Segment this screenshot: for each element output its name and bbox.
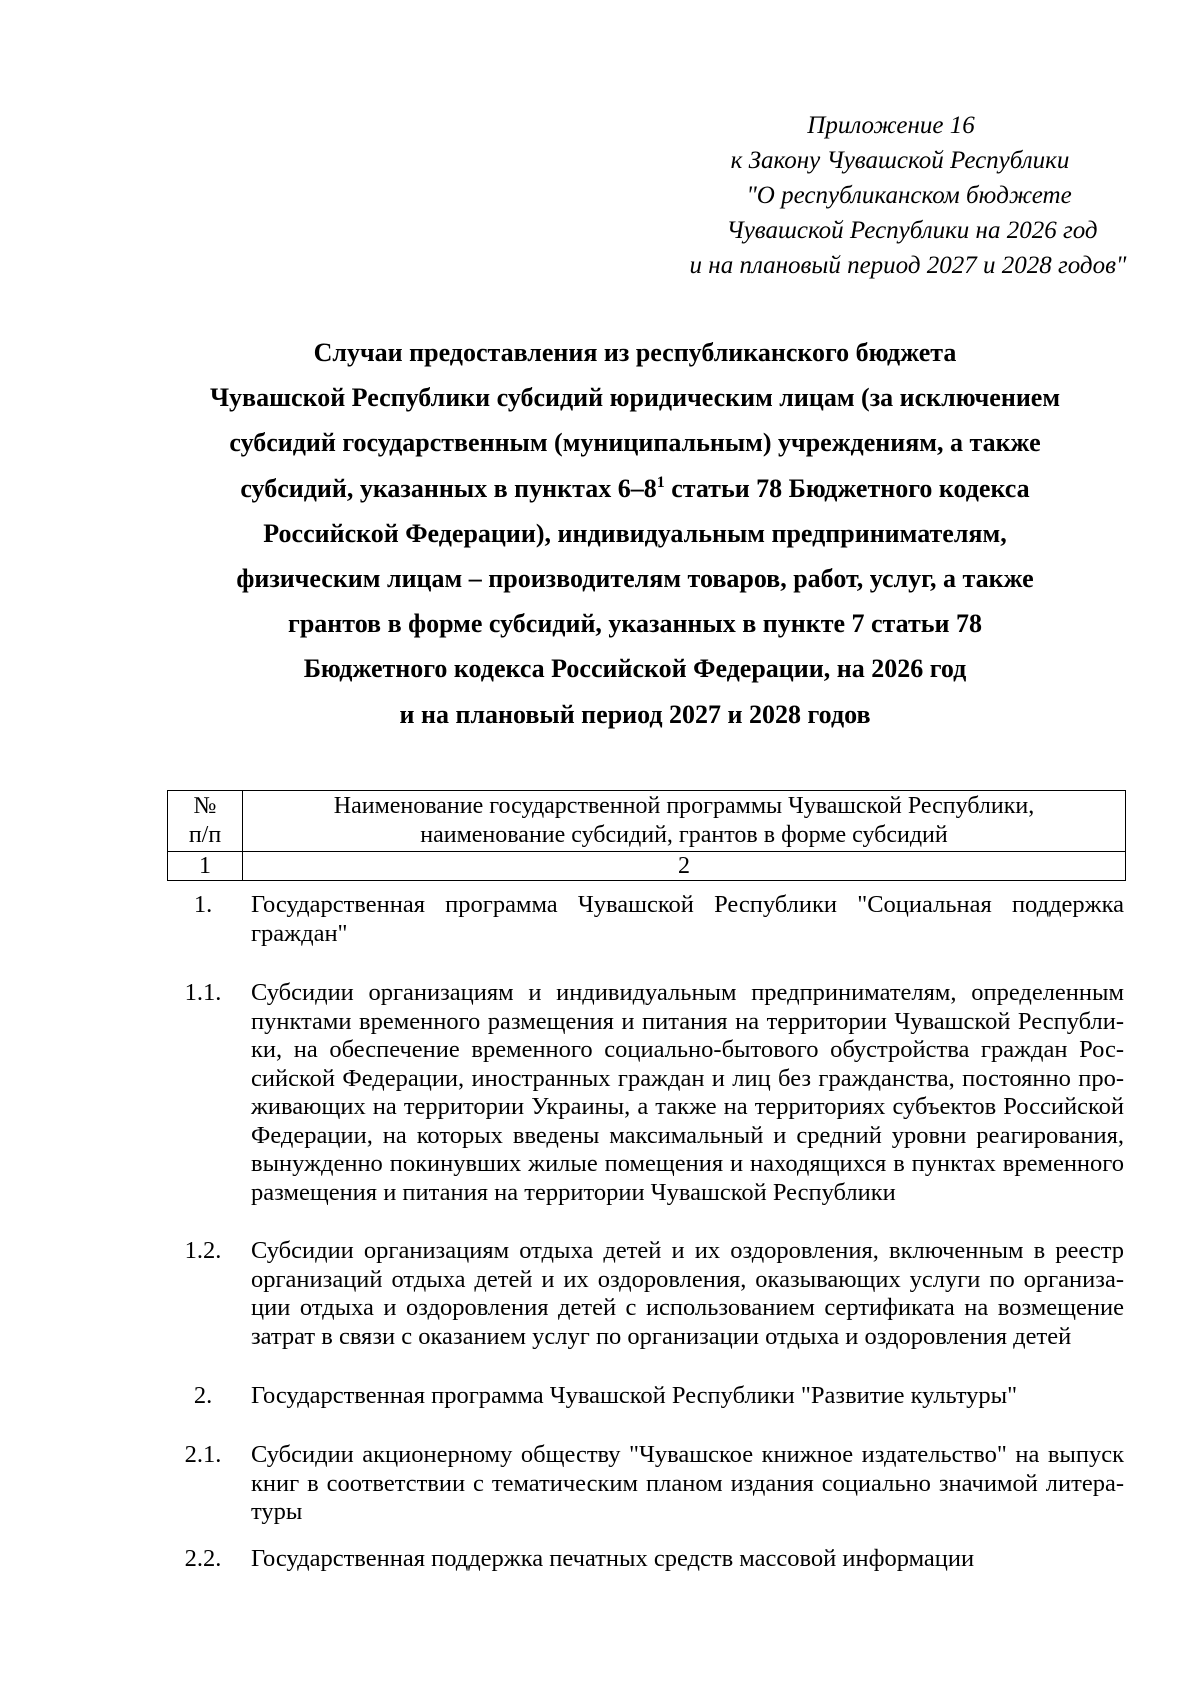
appendix-line: Приложение 16 bbox=[807, 112, 975, 139]
title-line: субсидий государственным (муниципальным) учреждениям, а также bbox=[229, 428, 1041, 458]
header-table bbox=[167, 790, 1126, 881]
item-number: 2.2. bbox=[184, 1545, 222, 1572]
appendix-line: "О республиканском бюджете bbox=[746, 182, 1072, 209]
table-header-row bbox=[168, 791, 1126, 852]
item-number: 2. bbox=[193, 1382, 213, 1409]
item-text: Государственная программа Чувашской Республики "Развитие культуры" bbox=[251, 1382, 1018, 1409]
item-text: Субсидии организациям отдыха детей и их оздоровления, включенным в реестр организаций отдыха детей и их оздоровления, оказывающих услуги по организа-ции отдыха и оздоровления детей с использованием сертификата на возмещение затрат в связи с оказанием услуг по организации отдыха и оздоровления детей bbox=[251, 1237, 1124, 1350]
title-line: Случаи предоставления из республиканского бюджета bbox=[313, 338, 957, 367]
document-title bbox=[150, 330, 1120, 737]
title-line: грантов в форме субсидий, указанных в пункте 7 статьи 78 bbox=[288, 609, 982, 639]
item-text: Государственная программа Чувашской Республики "Социальная поддержка граждан" bbox=[251, 891, 1124, 947]
appendix-line: Чувашской Республики на 2026 год bbox=[726, 217, 1098, 244]
title-line: физическим лицам – производителям товаров, работ, услуг, а также bbox=[236, 564, 1034, 594]
col-number-header bbox=[168, 791, 243, 852]
item-text: Государственная поддержка печатных средств массовой информации bbox=[251, 1545, 975, 1572]
col-name-header-line: Наименование государственной программы Чувашской Республики, bbox=[333, 793, 1035, 819]
col-number-index: 1 bbox=[168, 852, 243, 881]
appendix-line: и на плановый период 2027 и 2028 годов" bbox=[689, 252, 1127, 279]
col-name-header bbox=[243, 791, 1126, 852]
title-line: Чувашской Республики субсидий юридическим лицам (за исключением bbox=[209, 383, 1061, 413]
item-text: Субсидии акционерному обществу "Чувашское книжное издательство" на выпуск книг в соответствии с тематическим планом издания социально значимой литера-туры bbox=[251, 1441, 1124, 1525]
item-number: 1.1. bbox=[184, 979, 222, 1006]
table-index-row bbox=[168, 852, 1126, 881]
title-line: Российской Федерации), индивидуальным предпринимателям, bbox=[263, 518, 1007, 548]
col-name-index: 2 bbox=[243, 852, 1126, 881]
title-line-part: статьи 78 Бюджетного кодекса bbox=[664, 473, 1030, 503]
appendix-header bbox=[600, 108, 1200, 283]
title-line: и на плановый период 2027 и 2028 годов bbox=[399, 699, 871, 729]
item-number: 1.2. bbox=[184, 1237, 222, 1264]
title-line: Бюджетного кодекса Российской Федерации, на 2026 год bbox=[303, 654, 967, 684]
col-number-header-line: № bbox=[193, 793, 217, 819]
item-text: Субсидии организациям и индивидуальным предпринимателям, определенным пунктами временного размещения и питания на территории Чувашской Республи-ки, на обеспечение временного социально-бытового обустройства граждан Рос-сийской Федерации, иностранных граждан и лиц без гражданства, постоянно про-живающих на территории Украины, а также на территориях субъектов Российской Федерации, на которых введены максимальный и средний уровни реагирования, вынужденно покинувших жилые помещения и находящихся в пунктах временного размещения и питания на территории Чувашской Республики bbox=[251, 979, 1124, 1206]
col-name-header-line: наименование субсидий, грантов в форме субсидий bbox=[420, 822, 948, 848]
col-number-header-line: п/п bbox=[188, 822, 222, 848]
title-superscript: 1 bbox=[656, 473, 665, 491]
title-line bbox=[150, 466, 1120, 511]
appendix-line: к Закону Чувашской Республики bbox=[730, 147, 1070, 174]
item-number: 1. bbox=[193, 891, 213, 918]
item-number: 2.1. bbox=[184, 1441, 222, 1468]
title-line-part: субсидий, указанных в пунктах 6–8 bbox=[240, 473, 657, 503]
